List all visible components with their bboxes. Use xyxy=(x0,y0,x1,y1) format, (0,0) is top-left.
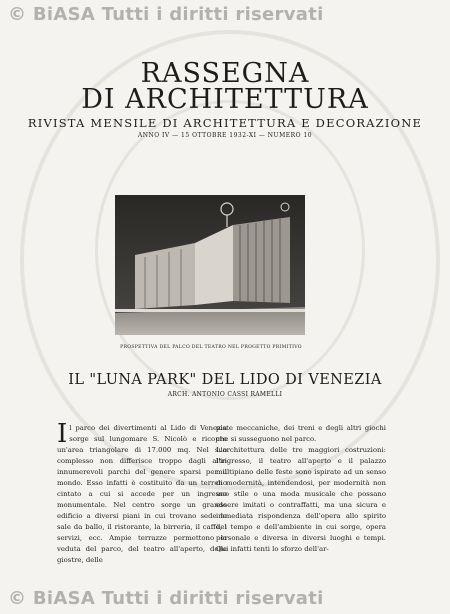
watermark-top-text: © BiASA Tutti i diritti riservati xyxy=(8,4,324,25)
masthead-issue: ANNO IV — 15 OTTOBRE 1932-XI — NUMERO 10 xyxy=(137,132,313,139)
article-right-paragraph-2: L'architettura delle tre maggiori costruzioni: l'ingresso, il teatro all'aperto e il palazzo multipiano delle feste sono ispirate ad un senso di modernità, intendendosi, per modernità non uno stile o una moda musicale che possano essere imitati o contraffatti, ma una sicura e immediata rispondenza dell'opera allo spirito del tempo e dell'ambiente in cui sorge, opera personale e diversa in diversi luoghi e tempi. Qui infatti tenti lo sforzo dell'ar- xyxy=(216,446,386,553)
figure-caption: PROSPETTIVA DEL PALCO DEL TEATRO NEL PROGETTO PRIMITIVO xyxy=(120,345,302,350)
article-title: IL "LUNA PARK" DEL LIDO DI VENEZIA xyxy=(68,372,382,388)
article-column-right xyxy=(216,423,386,555)
masthead-subtitle: RIVISTA MENSILE DI ARCHITETTURA E DECORAZIONE xyxy=(27,116,423,130)
masthead-title-line1: RASSEGNA xyxy=(140,58,310,89)
watermark-bottom xyxy=(0,584,450,614)
watermark-top xyxy=(0,0,450,30)
watermark-bottom-text: © BiASA Tutti i diritti riservati xyxy=(8,588,324,609)
article-author: ARCH. ANTONIO CASSI RAMELLI xyxy=(167,391,283,398)
theatre-perspective-photo xyxy=(115,195,305,335)
article-dropcap: I xyxy=(57,419,68,449)
theatre-perspective-image xyxy=(115,195,305,335)
article-column-left xyxy=(57,419,227,566)
article-left-text: l parco dei divertimenti al Lido di Venezia sorge sul lungomare S. Nicolò e ricopre un'area triangolare di 17.000 mq. Nel suo complesso non differisce troppo dagli altri innumerevoli parchi del genere sparsi per il mondo. Esso infatti è costituito da un terreno cintato a cui si accede per un ingresso monumentale. Nel centro sorge un grande edificio a diversi piani in cui trovano sede le sale da ballo, il ristorante, la birreria, il caffè, i servizi, ecc. Ampie terrazze permettono la veduta del parco, del teatro all'aperto, delle giostre, delle xyxy=(57,424,227,564)
masthead-title-line2: DI ARCHITETTURA xyxy=(81,84,369,115)
article-right-paragraph-1: piste meccaniche, dei treni e degli altri giochi che si susseguono nel parco. xyxy=(216,424,386,443)
